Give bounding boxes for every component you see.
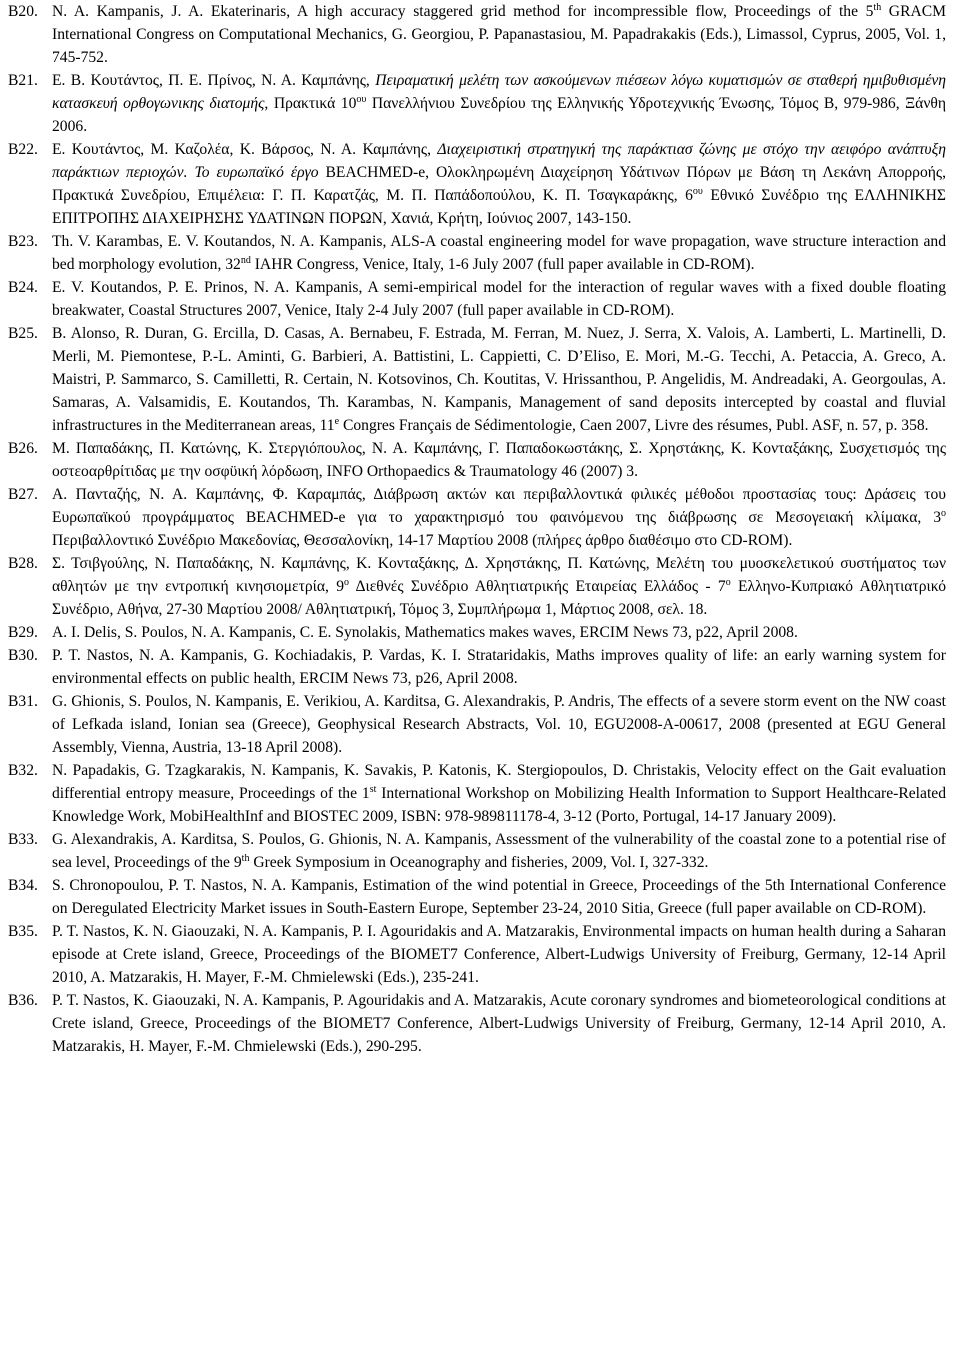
reference-text: Ελληνο-Κυπριακό Αθλητιατρικό Συνέδριο, Αθήνα, 27-30 Μαρτίου 2008/ Αθλητιατρική, Τόμος 3, Συμπλήρωμα 1, Μάρτιος 2008, σελ. 18. bbox=[52, 578, 947, 618]
reference-number: B29. bbox=[8, 624, 38, 641]
reference-text: Ε. Κουτάντος, Μ. Καζολέα, Κ. Βάρσος, Ν. Α. Καμπάνης, bbox=[52, 141, 438, 158]
reference-text: Μ. Παπαδάκης, Π. Κατώνης, Κ. Στεργιόπουλος, Ν. Α. Καμπάνης, Γ. Παπαδοκωστάκης, Σ. Χρηστάκης, Κ. Κονταξάκης, Συσχετισμός της οστεοαρθρίτιδας με την οσφϋική λόρδωση, INFO Orthopaedics & Traumatology 46 (2007) 3. bbox=[52, 440, 946, 480]
reference-text: Th. V. Karambas, E. V. Koutandos, N. A. Kampanis, ALS-A coastal engineering model for wave propagation, wave structure interaction and bed morphology evolution, 32 bbox=[52, 233, 946, 273]
reference-text: B. Alonso, R. Duran, G. Ercilla, D. Casas, A. Bernabeu, F. Estrada, M. Ferran, M. Nuez, J. Serra, X. Valois, A. Lamberti, L. Martinelli, D. Merli, M. Piemontese, P.-L. Aminti, G. Barbieri, A. Battistini, L. Cappietti, C. D’Eliso, E. Mori, M.-G. Tecchi, A. Petaccia, A. Greco, A. Maistri, P. Sammarco, S. Camilletti, R. Certain, N. Kotsovinos, Ch. Koutitas, V. Hrissanthou, P. Angelidis, M. Andreadaki, A. Georgoulas, A. Samaras, A. Valsamidis, E. Koutandos, Th. Karambas, N. Kampanis, Management of sand deposits intercepted by coastal and fluvial infrastructures in the Mediterranean areas, 11 bbox=[52, 325, 946, 434]
reference-number: B32. bbox=[8, 762, 38, 779]
reference-text: Greek Symposium in Oceanography and fisheries, 2009, Vol. I, 327-332. bbox=[249, 854, 709, 871]
reference-number: B30. bbox=[8, 647, 38, 664]
superscript: ο bbox=[941, 508, 946, 519]
reference-title-italic: Διαχειριστική στρατηγική της παράκτιασ ζώνης με στόχο την αειφόρο ανάπτυξη παράκτιων περιοχών. bbox=[52, 141, 946, 181]
reference-entry bbox=[8, 552, 946, 621]
reference-number: B27. bbox=[8, 486, 38, 503]
reference-text: P. T. Nastos, K. Giaouzaki, N. A. Kampanis, P. Agouridakis and A. Matzarakis, Acute coronary syndromes and biometeorological conditions at Crete island, Greece, Proceedings of the BIOMET7 Conference, Albert-Ludwigs University of Freiburg, Germany, 12-14 April 2010, A. Matzarakis, H. Mayer, F.-M. Chmielewski (Eds.), 290-295. bbox=[52, 992, 946, 1055]
reference-text: Πανελλήνιου Συνεδρίου της Ελληνικής Υδροτεχνικής Ένωσης, Τόμος Β, 979-986, Ξάνθη 2006. bbox=[52, 95, 946, 135]
reference-text: P. T. Nastos, K. N. Giaouzaki, N. A. Kampanis, P. I. Agouridakis and A. Matzarakis, Environmental impacts on human health during a Saharan episode at Crete island, Greece, Proceedings of the BIOMET7 Conference, Albert-Ludwigs University of Freiburg, Germany, 12-14 April 2010, A. Matzarakis, H. Mayer, F.-M. Chmielewski (Eds.), 235-241. bbox=[52, 923, 946, 986]
reference-entry bbox=[8, 989, 946, 1058]
reference-text: G. Ghionis, S. Poulos, N. Kampanis, E. Verikiou, A. Karditsa, G. Alexandrakis, P. Andris, The effects of a severe storm event on the NW coast of Lefkada island, Ionian sea (Greece), Geophysical Research Abstracts, Vol. 10, EGU2008-A-00617, 2008 (presented at EGU General Assembly, Vienna, Austria, 13-18 April 2008). bbox=[52, 693, 946, 756]
reference-text: N. Papadakis, G. Tzagkarakis, N. Kampanis, K. Savakis, P. Katonis, K. Stergiopoulos, D. Christakis, Velocity effect on the Gait evaluation differential entropy measure, Proceedings of the 1 bbox=[52, 762, 946, 802]
reference-text: Εθνικό Συνέδριο της ΕΛΛΗΝΙΚΗΣ ΕΠΙΤΡΟΠΗΣ ΔΙΑΧΕΙΡΗΣΗΣ ΥΔΑΤΙΝΩΝ ΠΟΡΩΝ, Χανιά, Κρήτη, Ιούνιος 2007, 143-150. bbox=[52, 187, 946, 227]
reference-text: BEACHMED-e, Ολοκληρωμένη Διαχείρηση Υδάτινων Πόρων με Βάση τη Λεκάνη Απορροής, Πρακτικά Συνεδρίου, Επιμέλεια: Γ. Π. Καρατζάς, Μ. Π. Παπάδοπούλου, Κ. Π. Τσαγκαράκης, 6 bbox=[52, 164, 946, 204]
reference-text: IAHR Congress, Venice, Italy, 1-6 July 2007 (full paper available in CD-ROM). bbox=[250, 256, 755, 273]
reference-text: Σ. Τσιβγούλης, Ν. Παπαδάκης, Ν. Καμπάνης, Κ. Κονταξάκης, Δ. Χρηστάκης, Π. Κατώνης, Μελέτη του μυοσκελετικού συστήματος των αθλητών με την εντροπική κινησιομετρία, 9 bbox=[52, 555, 946, 595]
reference-entry bbox=[8, 69, 946, 138]
reference-number: B24. bbox=[8, 279, 38, 296]
reference-text: Διεθνές Συνέδριο Αθλητιατρικής Εταιρείας Ελλάδος - 7 bbox=[349, 578, 726, 595]
reference-number: B31. bbox=[8, 693, 38, 710]
superscript: th bbox=[873, 2, 882, 13]
reference-entry bbox=[8, 644, 946, 690]
superscript: ο bbox=[725, 577, 731, 588]
reference-number: B36. bbox=[8, 992, 38, 1009]
reference-entry bbox=[8, 874, 946, 920]
reference-entry bbox=[8, 322, 946, 437]
reference-entry bbox=[8, 483, 946, 552]
reference-title-italic: Πειραματική μελέτη των ασκούμενων πιέσεων λόγω κυματισμών σε σταθερή ημιβυθισμένη κατασκευή ορθογωνικης διατομής bbox=[52, 72, 946, 112]
reference-number: B35. bbox=[8, 923, 38, 940]
reference-text: G. Alexandrakis, A. Karditsa, S. Poulos, G. Ghionis, N. A. Kampanis, Assessment of the vulnerability of the coastal zone to a potential rise of sea level, Proceedings of the 9 bbox=[52, 831, 946, 871]
reference-number: B26. bbox=[8, 440, 38, 457]
reference-entry bbox=[8, 621, 946, 644]
reference-entry bbox=[8, 230, 946, 276]
reference-text: S. Chronopoulou, P. T. Nastos, N. A. Kampanis, Estimation of the wind potential in Greece, Proceedings of the 5th International Conference on Deregulated Electricity Market issues in South-Eastern Europe, September 23-24, 2010 Sitia, Greece (full paper available on CD-ROM). bbox=[52, 877, 946, 917]
reference-text: GRACM International Congress on Computational Mechanics, G. Georgiou, P. Papanastasiou, M. Papadrakakis (Eds.), Limassol, Cyprus, 2005, Vol. 1, 745-752. bbox=[52, 3, 946, 66]
reference-entry bbox=[8, 437, 946, 483]
reference-number: B28. bbox=[8, 555, 38, 572]
reference-number: B20. bbox=[8, 3, 38, 20]
reference-number: B25. bbox=[8, 325, 38, 342]
superscript: ου bbox=[356, 94, 367, 105]
reference-entry bbox=[8, 828, 946, 874]
reference-text: Περιβαλλοντικό Συνέδριο Μακεδονίας, Θεσσαλονίκη, 14-17 Μαρτίου 2008 (πλήρες άρθρο διαθέσιμο στο CD-ROM). bbox=[52, 532, 793, 549]
superscript: st bbox=[369, 784, 377, 795]
superscript: ο bbox=[344, 577, 350, 588]
reference-entry bbox=[8, 759, 946, 828]
reference-text: A. I. Delis, S. Poulos, N. A. Kampanis, C. E. Synolakis, Mathematics makes waves, ERCIM News 73, p22, April 2008. bbox=[52, 624, 798, 641]
reference-number: B33. bbox=[8, 831, 38, 848]
reference-entry bbox=[8, 0, 946, 69]
reference-text: E. B. Κουτάντος, Π. Ε. Πρίνος, Ν. Α. Καμπάνης, bbox=[52, 72, 376, 89]
reference-text: N. A. Kampanis, J. A. Ekaterinaris, A high accuracy staggered grid method for incompressible flow, Proceedings of the 5 bbox=[52, 3, 874, 20]
reference-text: , Πρακτικά 10 bbox=[264, 95, 357, 112]
reference-text: International Workshop on Mobilizing Health Information to Support Healthcare-Related Knowledge Work, MobiHealthInf and BIOSTEC 2009, ISBN: 978-989811178-4, 3-12 (Porto, Portugal, 14-17 January 2009). bbox=[52, 785, 946, 825]
superscript: e bbox=[334, 416, 340, 427]
reference-entry bbox=[8, 920, 946, 989]
reference-text: Α. Πανταζής, Ν. Α. Καμπάνης, Φ. Καραμπάς, Διάβρωση ακτών και περιβαλλοντικά φιλικές μέθοδοι προστασίας τους: Δράσεις του Ευρωπαϊκού προγράμματος BEACHMED-e για το χαρακτηρισμό του φαινόμενου της διάβρωσης σε Μεσογειακή κλίμακα, 3 bbox=[52, 486, 946, 526]
reference-title-italic: Το ευρωπαϊκό έργο bbox=[194, 164, 319, 181]
reference-text: Congres Français de Sédimentologie, Caen 2007, Livre des résumes, Publ. ASF, n. 57, p. 358. bbox=[339, 417, 929, 434]
superscript: th bbox=[241, 853, 250, 864]
superscript: ου bbox=[692, 186, 703, 197]
reference-number: B22. bbox=[8, 141, 38, 158]
reference-number: B34. bbox=[8, 877, 38, 894]
superscript: nd bbox=[240, 255, 251, 266]
reference-entry bbox=[8, 276, 946, 322]
reference-text: E. V. Koutandos, P. E. Prinos, N. A. Kampanis, A semi-empirical model for the interaction of regular waves with a fixed double floating breakwater, Coastal Structures 2007, Venice, Italy 2-4 July 2007 (full paper available in CD-ROM). bbox=[52, 279, 946, 319]
reference-number: B23. bbox=[8, 233, 38, 250]
reference-entry bbox=[8, 690, 946, 759]
reference-number: B21. bbox=[8, 72, 38, 89]
reference-entry bbox=[8, 138, 946, 230]
reference-text: P. T. Nastos, N. A. Kampanis, G. Kochiadakis, P. Vardas, K. I. Strataridakis, Maths improves quality of life: an early warning system for environmental effects on public health, ERCIM News 73, p26, April 2008. bbox=[52, 647, 946, 687]
